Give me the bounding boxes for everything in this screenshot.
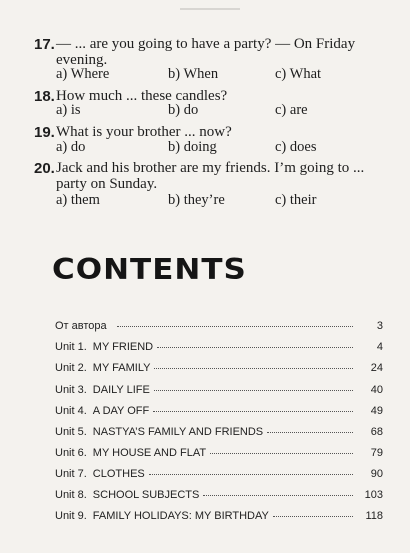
toc-leader-dots: [149, 474, 353, 475]
toc-unit: Unit 1.: [55, 341, 87, 353]
toc-leader-dots: [117, 326, 353, 327]
toc-unit: От автора: [55, 320, 107, 332]
toc-entry[interactable]: [55, 341, 383, 357]
toc-unit: Unit 3.: [55, 384, 87, 396]
option-b: b) doing: [168, 139, 217, 155]
toc-title: MY FAMILY: [92, 362, 151, 374]
toc-title: MY FRIEND: [92, 341, 154, 353]
toc-unit: Unit 8.: [55, 489, 87, 501]
toc-unit: Unit 4.: [55, 405, 87, 417]
toc-entry[interactable]: [55, 362, 383, 378]
toc-unit: Unit 2.: [55, 362, 87, 374]
toc-title: FAMILY HOLIDAYS: MY BIRTHDAY: [92, 510, 269, 522]
toc-leader-dots: [273, 516, 353, 517]
toc-title: DAILY LIFE: [92, 384, 150, 396]
question-text-line-1: — ... are you going to have a party? — On Friday: [56, 36, 356, 52]
toc-entry[interactable]: [55, 468, 383, 484]
contents-heading: CONTENTS: [52, 253, 247, 287]
toc-title: SCHOOL SUBJECTS: [92, 489, 200, 501]
toc-leader-dots: [154, 390, 353, 391]
toc-leader-dots: [267, 432, 353, 433]
question-number: 17.: [34, 36, 55, 53]
option-c: c) their: [275, 192, 317, 208]
option-c: c) are: [275, 102, 308, 118]
toc-unit: Unit 6.: [55, 447, 87, 459]
option-b: b) do: [168, 102, 199, 118]
toc-page-number: 103: [364, 489, 383, 501]
question-text-line-1: What is your brother ... now?: [56, 124, 232, 140]
page-top-mark: [180, 8, 240, 10]
toc-entry[interactable]: [55, 320, 383, 336]
option-a: a) do: [56, 139, 86, 155]
toc-unit: Unit 5.: [55, 426, 87, 438]
question-number: 19.: [34, 124, 55, 141]
toc-entry[interactable]: [55, 426, 383, 442]
toc-page-number: 90: [370, 468, 383, 480]
toc-entry[interactable]: [55, 489, 383, 505]
question-number: 18.: [34, 88, 55, 105]
toc-entry[interactable]: [55, 510, 383, 526]
toc-page-number: 4: [376, 341, 383, 353]
toc-title: A DAY OFF: [92, 405, 150, 417]
question-text-line-2: evening.: [56, 52, 108, 68]
toc-leader-dots: [210, 453, 353, 454]
toc-title: CLOTHES: [92, 468, 145, 480]
option-c: c) What: [275, 66, 322, 82]
toc-unit: Unit 9.: [55, 510, 87, 522]
toc-page-number: 40: [370, 384, 383, 396]
toc-leader-dots: [153, 411, 353, 412]
toc-leader-dots: [154, 368, 353, 369]
question-text-line-2: party on Sunday.: [56, 176, 158, 192]
toc-entry[interactable]: [55, 405, 383, 421]
question-number: 20.: [34, 160, 55, 177]
option-a: a) them: [56, 192, 100, 208]
option-b: b) When: [168, 66, 219, 82]
option-b: b) they’re: [168, 192, 225, 208]
toc-leader-dots: [157, 347, 353, 348]
option-a: a) is: [56, 102, 81, 118]
toc-page-number: 3: [376, 320, 383, 332]
toc-page-number: 79: [370, 447, 383, 459]
toc-page-number: 24: [370, 362, 383, 374]
option-a: a) Where: [56, 66, 110, 82]
question-text-line-1: How much ... these candles?: [56, 88, 228, 104]
question-text-line-1: Jack and his brother are my friends. I’m going to ...: [56, 160, 365, 176]
toc-entry[interactable]: [55, 384, 383, 400]
toc-leader-dots: [203, 495, 353, 496]
toc-page-number: 118: [365, 510, 383, 522]
toc-title: NASTYA’S FAMILY AND FRIENDS: [92, 426, 264, 438]
toc-unit: Unit 7.: [55, 468, 87, 480]
toc-page-number: 49: [370, 405, 383, 417]
option-c: c) does: [275, 139, 317, 155]
toc-page-number: 68: [370, 426, 383, 438]
toc-title: MY HOUSE AND FLAT: [92, 447, 207, 459]
toc-entry[interactable]: [55, 447, 383, 463]
